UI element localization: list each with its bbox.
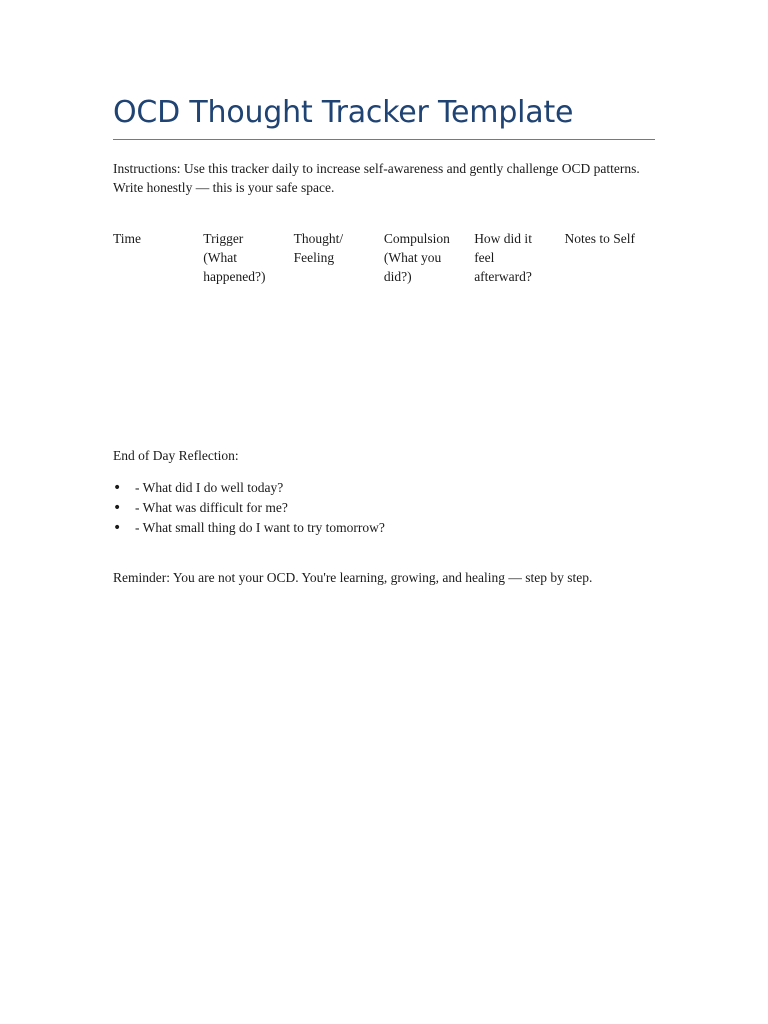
column-header-line: Feeling — [293, 250, 335, 265]
list-item-text: - What did I do well today? — [135, 480, 284, 495]
column-header-time — [113, 229, 203, 286]
column-header-line: Compulsion — [383, 231, 450, 246]
reflection-heading: End of Day Reflection: — [113, 448, 239, 463]
list-item — [113, 498, 385, 518]
column-header-line: afterward? — [474, 269, 532, 284]
column-header-line: How did it — [474, 231, 532, 246]
instructions-paragraph: Instructions: Use this tracker daily to increase self-awareness and gently challenge OCD patterns. Write honestly — this is your safe space. — [113, 161, 640, 195]
tracker-table-header — [113, 229, 655, 286]
list-item — [113, 478, 385, 498]
column-header-line: happened?) — [203, 269, 266, 284]
column-header-line: did?) — [383, 269, 412, 284]
reminder-paragraph: Reminder: You are not your OCD. You're learning, growing, and healing — step by step. — [113, 570, 593, 585]
column-header-thought-feeling — [294, 229, 384, 286]
bullet-icon: • — [113, 520, 122, 536]
column-header-line: Notes to Self — [564, 231, 635, 246]
column-header-line: Time — [113, 231, 142, 246]
title-underline-divider — [113, 139, 655, 140]
column-header-notes-to-self — [564, 229, 654, 286]
reflection-list — [113, 478, 385, 538]
page-title: OCD Thought Tracker Template — [113, 95, 574, 130]
column-header-line: (What you — [383, 250, 442, 265]
bullet-icon: • — [113, 480, 122, 496]
column-header-line: Thought/ — [293, 231, 344, 246]
column-header-feeling-afterward — [474, 229, 564, 286]
bullet-icon: • — [113, 500, 122, 516]
column-header-line: (What — [203, 250, 238, 265]
column-header-compulsion — [384, 229, 474, 286]
list-item — [113, 518, 385, 538]
list-item-text: - What was difficult for me? — [135, 500, 288, 515]
list-item-text: - What small thing do I want to try tomorrow? — [135, 520, 385, 535]
column-header-line: Trigger — [203, 231, 244, 246]
column-header-line: feel — [474, 250, 495, 265]
column-header-trigger — [203, 229, 293, 286]
